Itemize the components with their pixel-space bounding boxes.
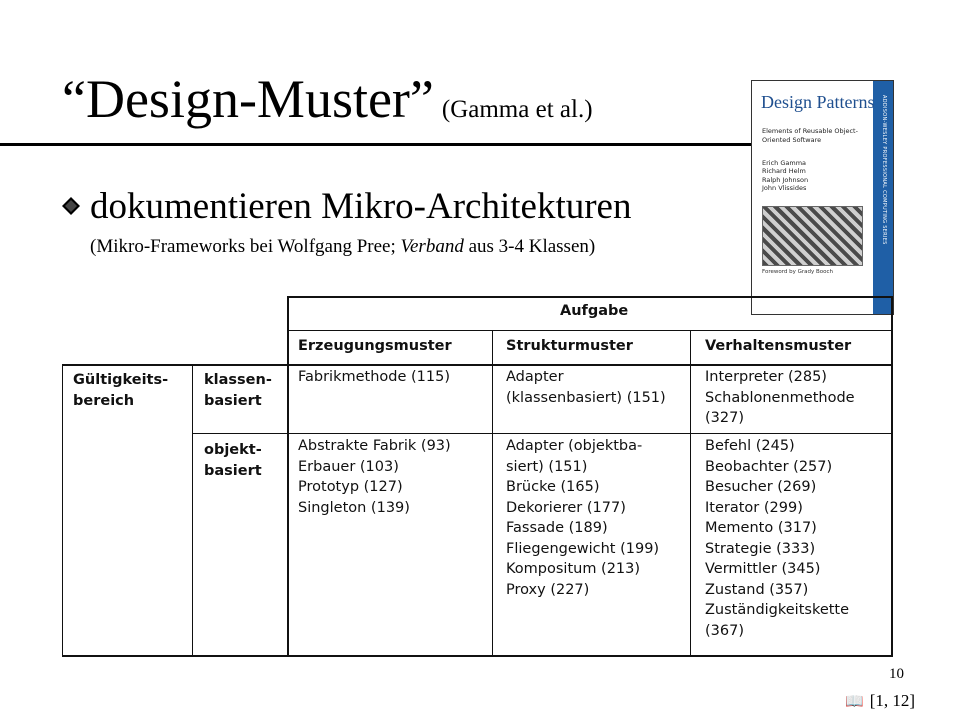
table-line bbox=[492, 330, 493, 657]
bullet-subtext bbox=[90, 236, 595, 258]
pattern-entry: Adapter (objektba- bbox=[506, 438, 643, 454]
cell-object-creational bbox=[298, 436, 451, 518]
column-header: Erzeugungsmuster bbox=[298, 338, 452, 354]
book-foreword: Foreword by Grady Booch bbox=[762, 269, 834, 275]
pattern-entry: Brücke (165) bbox=[506, 479, 600, 495]
book-icon: 📖 bbox=[845, 692, 864, 710]
pattern-entry: Abstrakte Fabrik (93) bbox=[298, 438, 451, 454]
row-label-line: klassen- bbox=[204, 372, 272, 388]
row-label-line: basiert bbox=[204, 392, 262, 409]
pattern-entry: Kompositum (213) bbox=[506, 561, 641, 577]
pattern-entry: Beobachter (257) bbox=[705, 458, 833, 475]
book-spine-text: ADDISON-WESLEY PROFESSIONAL COMPUTING SERIES bbox=[881, 95, 887, 245]
pattern-entry: Erbauer (103) bbox=[298, 458, 399, 475]
pattern-entry: Strategie (333) bbox=[705, 540, 816, 557]
pattern-entry: Dekorierer (177) bbox=[506, 499, 626, 516]
title-rule bbox=[0, 143, 756, 146]
pattern-entry: Vermittler (345) bbox=[705, 561, 821, 577]
pattern-entry: Iterator (299) bbox=[705, 499, 803, 516]
cell-class-behavioral bbox=[705, 367, 855, 429]
table-line bbox=[62, 364, 892, 366]
column-header: Verhaltensmuster bbox=[705, 338, 852, 354]
pattern-entry: Besucher (269) bbox=[705, 479, 817, 495]
pattern-entry: Prototyp (127) bbox=[298, 479, 403, 495]
scope-label bbox=[73, 370, 168, 411]
table-line bbox=[192, 433, 892, 434]
bullet-sub-part2: aus 3-4 Klassen) bbox=[463, 236, 596, 257]
pattern-entry: Proxy (227) bbox=[506, 581, 590, 598]
table-line bbox=[287, 330, 892, 331]
pattern-entry: (klassenbasiert) (151) bbox=[506, 389, 666, 406]
pattern-entry: Memento (317) bbox=[705, 520, 817, 536]
pattern-entry: Fassade (189) bbox=[506, 520, 608, 536]
bullet-sub-part1: (Mikro-Frameworks bei Wolfgang Pree; bbox=[90, 236, 401, 257]
table-line bbox=[287, 296, 289, 657]
row-label-line: objekt- bbox=[204, 442, 262, 458]
diamond-bullet-icon bbox=[62, 197, 80, 215]
cell-class-structural bbox=[506, 367, 666, 408]
pattern-entry: Singleton (139) bbox=[298, 499, 410, 516]
book-author: John Vlissides bbox=[762, 184, 807, 193]
cell-class-creational bbox=[298, 367, 450, 388]
bullet-text: dokumentieren Mikro-Architekturen bbox=[90, 186, 632, 227]
pattern-entry: Zustand (357) bbox=[705, 581, 809, 598]
book-author: Ralph Johnson bbox=[762, 175, 809, 184]
table-top-header: Aufgabe bbox=[560, 303, 629, 319]
scope-label-line: Gültigkeits- bbox=[73, 372, 169, 388]
table-line bbox=[192, 364, 193, 657]
table-line bbox=[62, 655, 892, 657]
row-label-klassenbasiert bbox=[204, 370, 272, 411]
book-author: Erich Gamma bbox=[762, 159, 807, 167]
reference-text: [1, 12] bbox=[869, 691, 916, 710]
cell-object-structural bbox=[506, 436, 659, 600]
pattern-entry: (327) bbox=[705, 410, 744, 426]
table-line bbox=[287, 296, 892, 298]
pattern-entry: (367) bbox=[705, 622, 744, 639]
table-line bbox=[62, 364, 63, 657]
slide-title bbox=[62, 69, 593, 129]
book-cover-art bbox=[762, 206, 863, 266]
reference bbox=[845, 691, 915, 711]
pattern-entry: Zuständigkeitskette bbox=[705, 602, 850, 618]
title-suffix: (Gamma et al.) bbox=[441, 96, 593, 123]
row-label-objektbasiert bbox=[204, 440, 262, 481]
pattern-entry: Fabrikmethode (115) bbox=[298, 369, 451, 385]
book-title: Design Patterns bbox=[761, 92, 875, 112]
book-subtitle: Elements of Reusable Object-Oriented Software bbox=[762, 127, 858, 144]
pattern-entry: siert) (151) bbox=[506, 458, 588, 475]
pattern-entry: Adapter bbox=[506, 369, 564, 385]
scope-label-line: bereich bbox=[73, 392, 135, 409]
pattern-entry: Fliegengewicht (199) bbox=[506, 540, 660, 557]
pattern-entry: Befehl (245) bbox=[705, 438, 795, 454]
pattern-entry: Schablonenmethode bbox=[705, 389, 855, 406]
title-text: “Design-Muster” bbox=[62, 69, 434, 129]
table-line bbox=[891, 296, 893, 657]
book-cover-image bbox=[751, 80, 894, 315]
pattern-entry: Interpreter (285) bbox=[705, 369, 827, 385]
column-header: Strukturmuster bbox=[506, 338, 633, 354]
row-label-line: basiert bbox=[204, 462, 262, 479]
bullet-sub-italic: Verband bbox=[400, 236, 464, 257]
table-line bbox=[690, 330, 691, 657]
page-number: 10 bbox=[889, 666, 904, 682]
cell-object-behavioral bbox=[705, 436, 849, 641]
book-author: Richard Helm bbox=[762, 167, 806, 176]
book-authors bbox=[762, 159, 808, 193]
